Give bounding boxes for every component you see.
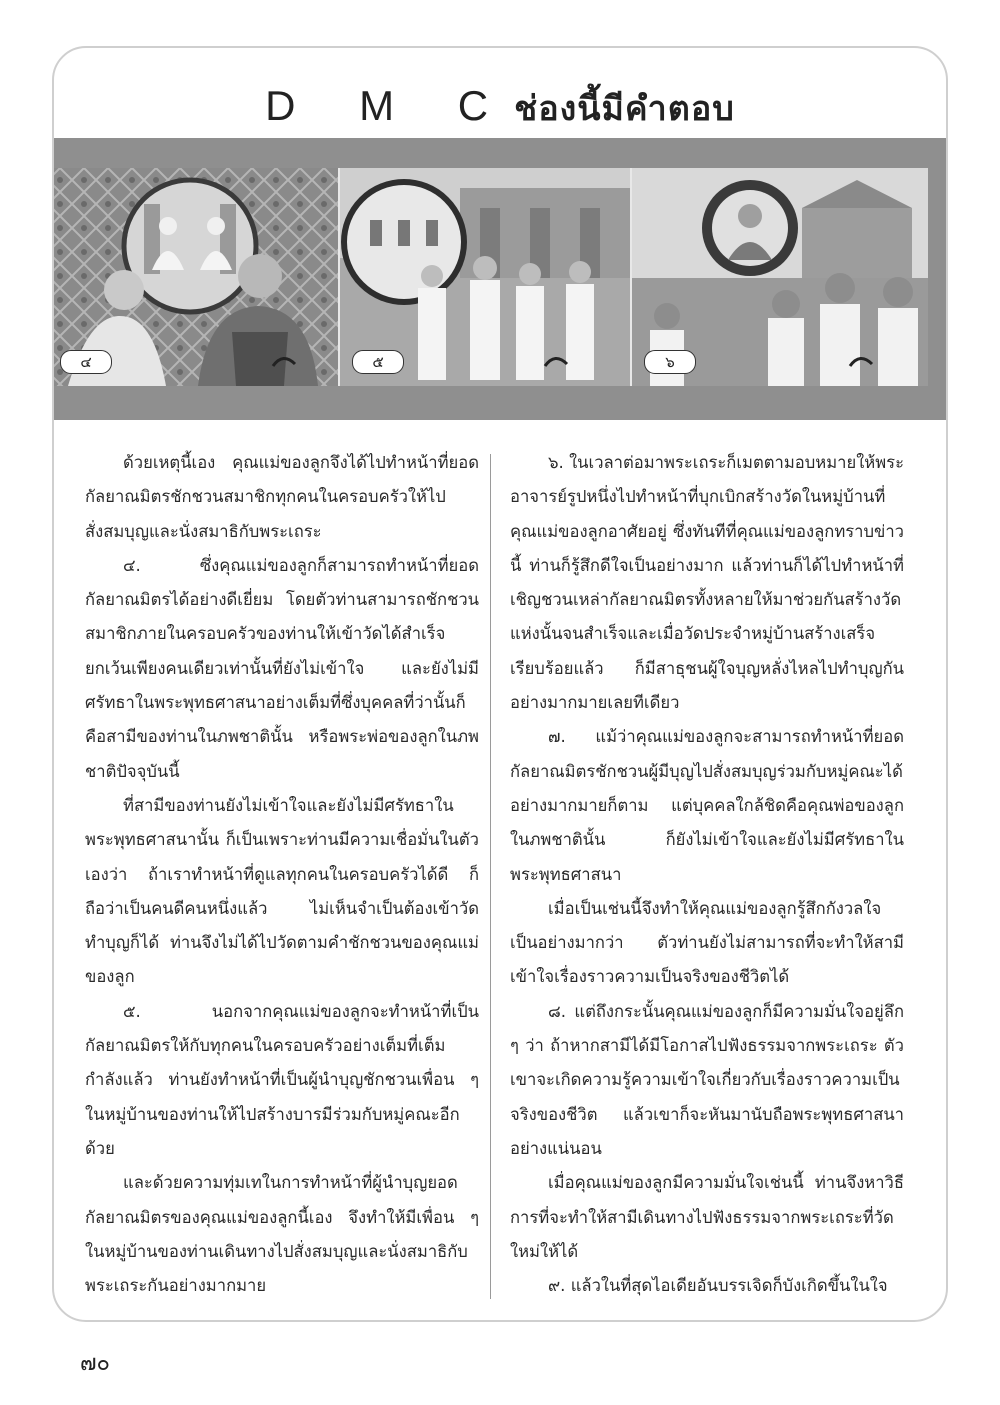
column-divider <box>490 454 491 1299</box>
illustration-band <box>52 138 948 420</box>
paragraph: ๗. แม้ว่าคุณแม่ของลูกจะสามารถทำหน้าที่ยอดกัลยาณมิตรชักชวนผู้มีบุญไปสั่งสมบุญร่วมกับหมู่คณะได้อย่างมากมายก็ตาม แต่บุคคลใกล้ชิดคือคุณพ่อของลูกในภพชาตินั้น ก็ยังไม่เข้าใจและยังไม่มีศรัทธาในพระพุทธศาสนา <box>510 727 904 884</box>
paragraph: เมื่อคุณแม่ของลูกมีความมั่นใจเช่นนี้ ท่านจึงหาวิธีการที่จะทำให้สามีเดินทางไปฟังธรรมจากพระเถระที่วัดใหม่ให้ได้ <box>510 1173 904 1261</box>
left-column <box>85 446 479 1303</box>
paragraph: ๖. ในเวลาต่อมาพระเถระก็เมตตามอบหมายให้พระอาจารย์รูปหนึ่งไปทำหน้าที่บุกเบิกสร้างวัดในหมู่บ้านที่คุณแม่ของลูกอาศัยอยู่ ซึ่งทันทีที่คุณแม่ของลูกทราบข่าวนี้ ท่านก็รู้สึกดีใจเป็นอย่างมาก แล้วท่านก็ได้ไปทำหน้าที่เชิญชวนเหล่ากัลยาณมิตรทั้งหลายให้มาช่วยกันสร้างวัดแห่งนั้นจนสำเร็จและเมื่อวัดประจำหมู่บ้านสร้างเสร็จเรียบร้อยแล้ว ก็มีสาธุชนผู้ใจบุญหลั่งไหลไปทำบุญกันอย่างมากมายเลยทีเดียว <box>510 453 904 713</box>
title-thai: ช่องนี้มีคำตอบ <box>514 89 735 129</box>
illustration-5 <box>340 168 632 386</box>
paragraph: และด้วยความทุ่มเทในการทำหน้าที่ผู้นำบุญยอดกัลยาณมิตรของคุณแม่ของลูกนี้เอง จึงทำให้มีเพื่อน ๆ ในหมู่บ้านของท่านเดินทางไปสั่งสมบุญและนั่งสมาธิกับพระเถระกันอย่างมากมาย <box>85 1173 479 1296</box>
illustration-6 <box>632 168 928 386</box>
paragraph: ๘. แต่ถึงกระนั้นคุณแม่ของลูกก็มีความมั่นใจอยู่ลึก ๆ ว่า ถ้าหากสามีได้มีโอกาสไปฟังธรรมจากพระเถระ ตัวเขาจะเกิดความรู้ความเข้าใจเกี่ยวกับเรื่องราวความเป็นจริงของชีวิต แล้วเขาก็จะหันมานับถือพระพุทธศาสนาอย่างแน่นอน <box>510 1001 904 1158</box>
paragraph: ที่สามีของท่านยังไม่เข้าใจและยังไม่มีศรัทธาในพระพุทธศาสนานั้น ก็เป็นเพราะท่านมีความเชื่อมั่นในตัวเองว่า ถ้าเราทำหน้าที่ดูแลทุกคนในครอบครัวได้ดี ก็ถือว่าเป็นคนดีคนหนึ่งแล้ว ไม่เห็นจำเป็นต้องเข้าวัดทำบุญก็ได้ ท่านจึงไม่ได้ไปวัดตามคำชักชวนของคุณแม่ของลูก <box>85 795 479 987</box>
illustration-number: ๔ <box>60 350 112 374</box>
paragraph: ๕. นอกจากคุณแม่ของลูกจะทำหน้าที่เป็นกัลยาณมิตรให้กับทุกคนในครอบครัวอย่างเต็มที่เต็มกำลังแล้ว ท่านยังทำหน้าที่เป็นผู้นำบุญชักชวนเพื่อน ๆ ในหมู่บ้านของท่านให้ไปสร้างบารมีร่วมกับหมู่คณะอีกด้วย <box>85 1001 479 1158</box>
paragraph: ๔. ซึ่งคุณแม่ของลูกก็สามารถทำหน้าที่ยอดกัลยาณมิตรได้อย่างดีเยี่ยม โดยตัวท่านสามารถชักชวนสมาชิกภายในครอบครัวของท่านให้เข้าวัดได้สำเร็จ ยกเว้นเพียงคนเดียวเท่านั้นที่ยังไม่เข้าใจ และยังไม่มีศรัทธาในพระพุทธศาสนาอย่างเต็มที่ซึ่งบุคคลที่ว่านั้นก็คือสามีของท่านในภพชาตินั้น หรือพระพ่อของลูกในภพชาติปัจจุบันนี้ <box>85 555 479 781</box>
right-column <box>510 446 904 1303</box>
page-frame <box>52 46 948 1322</box>
page-title <box>54 78 946 137</box>
page-number: ๗๐ <box>80 1351 110 1376</box>
paragraph: เมื่อเป็นเช่นนี้จึงทำให้คุณแม่ของลูกรู้สึกกังวลใจเป็นอย่างมากว่า ตัวท่านยังไม่สามารถที่จะทำให้สามีเข้าใจเรื่องราวความเป็นจริงของชีวิตได้ <box>510 898 904 987</box>
paragraph: ๙. แล้วในที่สุดไอเดียอันบรรเจิดก็บังเกิดขึ้นในใจ <box>548 1276 888 1296</box>
illustration-4 <box>52 168 340 386</box>
paragraph: ด้วยเหตุนี้เอง คุณแม่ของลูกจึงได้ไปทำหน้าที่ยอดกัลยาณมิตรชักชวนสมาชิกทุกคนในครอบครัวให้ไปสั่งสมบุญและนั่งสมาธิกับพระเถระ <box>85 453 479 541</box>
title-latin: D M C <box>265 82 515 129</box>
illustration-strip <box>52 168 928 386</box>
illustration-number: ๕ <box>352 350 404 374</box>
illustration-number: ๖ <box>644 350 696 374</box>
